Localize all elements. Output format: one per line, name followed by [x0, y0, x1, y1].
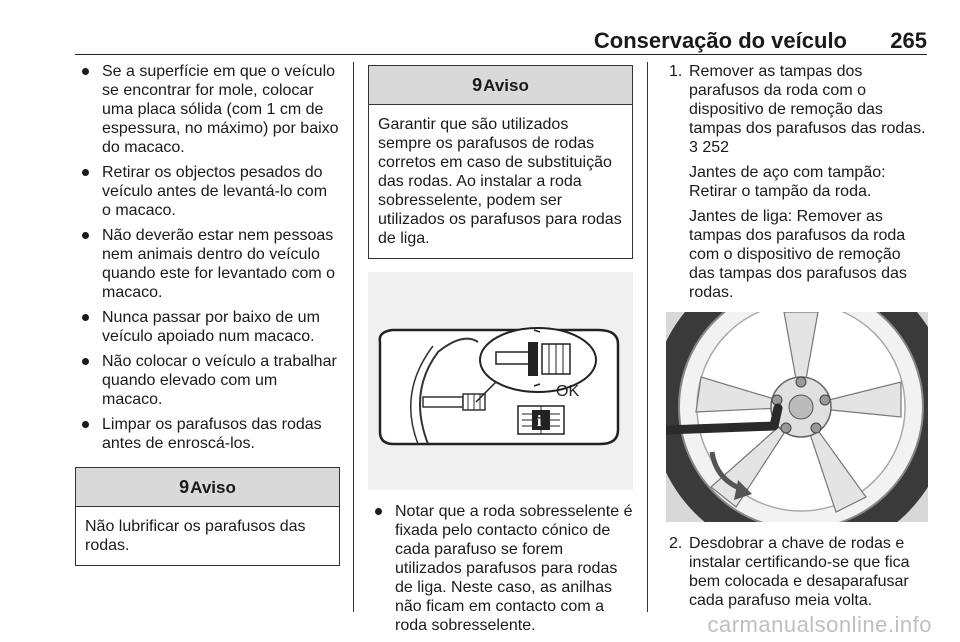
warning-icon: 9: [472, 74, 483, 95]
ok-label: OK: [556, 383, 580, 400]
page-title: Conservação do veículo: [593, 28, 847, 53]
list-item: Se a superfície em que o veículo se encontrar for mole, colocar uma placa sólida (com 1 cm de espessura, no máximo) por baixo do macaco.: [75, 62, 340, 157]
watermark: carmanualsonline.info: [707, 612, 932, 637]
bullet-icon: [82, 358, 89, 365]
step-list: [666, 62, 928, 302]
step-text: Remover as tampas dos parafusos da roda com o dispositivo de remoção das tampas dos parafusos das rodas.: [689, 63, 926, 137]
column-right: [666, 62, 928, 614]
warning-icon: 9: [179, 476, 190, 497]
bullet-list: [75, 62, 340, 453]
warning-box: [368, 65, 633, 259]
list-item: Não colocar o veículo a trabalhar quando elevado com um macaco.: [75, 352, 340, 409]
wheel-wrench-illustration: [666, 312, 928, 522]
page-number: 265: [890, 28, 927, 53]
bullet-icon: [82, 421, 89, 428]
list-item: Retirar os objectos pesados do veículo antes de levantá-lo com o macaco.: [75, 163, 340, 220]
bullet-icon: [375, 508, 382, 515]
alloy-wheel-drawing: [666, 312, 928, 522]
wheel-bolt-diagram: [368, 272, 633, 490]
step-item: [666, 534, 928, 610]
step-text: Desdobrar a chave de rodas e instalar certificando-se que fica bem colocada e desaparafusar cada parafuso meia volta.: [689, 535, 910, 609]
list-item: Notar que a roda sobresselente é fixada pelo contacto cónico de cada parafuso se forem utilizados parafusos para rodas de liga. Neste caso, as anilhas não ficam em contacto com a roda sobresselente.: [368, 502, 633, 635]
bullet-list: [368, 502, 633, 635]
step-list: [666, 534, 928, 610]
column-left: [75, 62, 340, 566]
step-item: [666, 62, 928, 302]
warning-box: [75, 467, 340, 566]
step-number: 1.: [669, 63, 683, 80]
column-middle: [368, 62, 633, 641]
info-icon: i: [537, 413, 542, 430]
warning-title: Aviso: [483, 75, 529, 95]
step-number: 2.: [669, 535, 683, 552]
warning-header: [76, 468, 339, 507]
warning-text: Não lubrificar os parafusos das rodas.: [85, 518, 306, 554]
warning-text: Garantir que são utilizados sempre os parafusos de rodas corretos em caso de substituição das rodas. Ao instalar a roda sobresselente, podem ser utilizados os parafusos para rodas de liga.: [378, 116, 622, 247]
list-item: Não deverão estar nem pessoas nem animais dentro do veículo quando este for levantado com o macaco.: [75, 226, 340, 302]
page-header: [75, 28, 927, 55]
list-item: Nunca passar por baixo de um veículo apoiado num macaco.: [75, 308, 340, 346]
bullet-icon: [82, 169, 89, 176]
bullet-icon: [82, 68, 89, 75]
wheel-bolt-illustration: [368, 272, 633, 490]
warning-title: Aviso: [190, 477, 236, 497]
warning-header: [369, 66, 632, 105]
list-item: Limpar os parafusos das rodas antes de enroscá-los.: [75, 415, 340, 453]
column-divider: [353, 62, 354, 612]
step-subtext: Jantes de aço com tampão: Retirar o tampão da roda.: [689, 164, 886, 200]
bullet-icon: [82, 232, 89, 239]
bullet-icon: [82, 314, 89, 321]
column-divider: [647, 62, 648, 612]
page-reference: 3 252: [689, 139, 730, 156]
step-subtext: Jantes de liga: Remover as tampas dos parafusos da roda com o dispositivo de remoção das tampas dos parafusos das rodas.: [689, 208, 907, 301]
